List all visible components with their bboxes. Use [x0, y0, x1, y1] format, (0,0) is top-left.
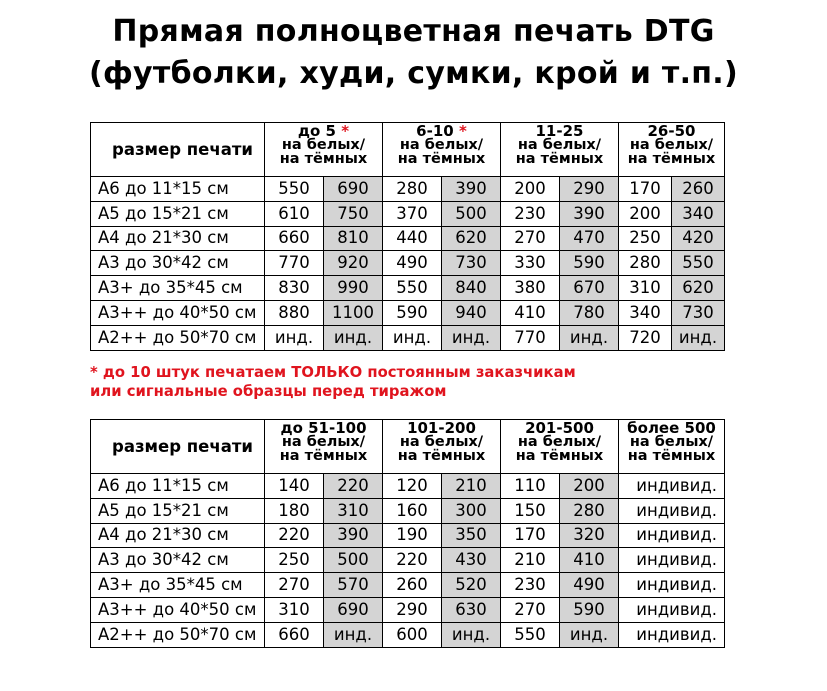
light-fabric-label: на белых/ — [281, 137, 366, 153]
print-size-cell: А2++ до 50*70 см — [91, 622, 265, 647]
price-light-cell: 550 — [383, 276, 442, 301]
price-light-cell: 170 — [501, 523, 560, 548]
price-dark-cell: 470 — [560, 226, 619, 251]
qty-label: 26-50 — [647, 122, 696, 140]
light-fabric-label: на белых/ — [629, 137, 714, 153]
price-light-cell: 270 — [501, 226, 560, 251]
table-header-row — [91, 123, 725, 177]
price-light-cell: 230 — [501, 201, 560, 226]
table-row — [91, 251, 725, 276]
asterisk-mark: * — [341, 122, 350, 140]
price-dark-cell: 350 — [442, 523, 501, 548]
print-size-cell: А3 до 30*42 см — [91, 251, 265, 276]
table-row — [91, 498, 725, 523]
price-light-cell: 660 — [265, 226, 324, 251]
print-size-cell: А3+ до 35*45 см — [91, 276, 265, 301]
dark-fabric-label: на тёмных — [279, 150, 368, 167]
price-dark-cell: 690 — [324, 177, 383, 202]
qty-column-header — [265, 123, 383, 177]
price-dark-cell: 570 — [324, 573, 383, 598]
dark-fabric-label: на тёмных — [397, 447, 486, 464]
price-dark-cell: 590 — [560, 597, 619, 622]
price-individual-cell: индивид. — [619, 597, 725, 622]
light-fabric-label: на белых/ — [629, 434, 714, 450]
light-fabric-label: на белых/ — [399, 137, 484, 153]
price-light-cell: 310 — [265, 597, 324, 622]
qty-label: до 51-100 — [280, 419, 367, 437]
price-light-cell: 160 — [383, 498, 442, 523]
table-row — [91, 597, 725, 622]
qty-column-header — [619, 420, 725, 474]
price-light-cell: 280 — [383, 177, 442, 202]
print-size-cell: А3+ до 35*45 см — [91, 573, 265, 598]
price-light-cell: 200 — [619, 201, 672, 226]
qty-column-header — [383, 420, 501, 474]
light-fabric-label: на белых/ — [399, 434, 484, 450]
light-fabric-label: на белых/ — [281, 434, 366, 450]
page-title: Прямая полноцветная печать DTG — [112, 14, 715, 49]
qty-label: до 5 — [297, 122, 336, 140]
price-dark-cell: 730 — [672, 300, 725, 325]
price-light-cell: 260 — [383, 573, 442, 598]
print-size-cell: А3++ до 40*50 см — [91, 597, 265, 622]
price-light-cell: 170 — [619, 177, 672, 202]
price-light-cell: 250 — [265, 548, 324, 573]
table-row — [91, 474, 725, 499]
table-row — [91, 622, 725, 647]
price-dark-cell: инд. — [560, 622, 619, 647]
table-row — [91, 548, 725, 573]
price-individual-cell: индивид. — [619, 622, 725, 647]
table-row — [91, 573, 725, 598]
price-light-cell: 660 — [265, 622, 324, 647]
price-light-cell: 220 — [383, 548, 442, 573]
price-dark-cell: 310 — [324, 498, 383, 523]
price-dark-cell: 840 — [442, 276, 501, 301]
price-light-cell: 340 — [619, 300, 672, 325]
price-dark-cell: 500 — [442, 201, 501, 226]
price-light-cell: 550 — [501, 622, 560, 647]
table-row — [91, 201, 725, 226]
price-light-cell: 270 — [265, 573, 324, 598]
price-dark-cell: 280 — [560, 498, 619, 523]
print-size-cell: А2++ до 50*70 см — [91, 325, 265, 350]
price-dark-cell: инд. — [560, 325, 619, 350]
qty-column-header — [383, 123, 501, 177]
table-row — [91, 300, 725, 325]
price-dark-cell: 220 — [324, 474, 383, 499]
qty-label: 11-25 — [535, 122, 584, 140]
price-individual-cell: индивид. — [619, 523, 725, 548]
footnote-line: или сигнальные образцы перед тиражом — [90, 383, 447, 400]
table-body — [91, 474, 725, 648]
price-table-large-runs — [90, 419, 725, 648]
dark-fabric-label: на тёмных — [397, 150, 486, 167]
price-light-cell: 600 — [383, 622, 442, 647]
price-dark-cell: 390 — [560, 201, 619, 226]
table-row — [91, 276, 725, 301]
qty-column-header — [265, 420, 383, 474]
price-dark-cell: 1100 — [324, 300, 383, 325]
price-light-cell: 410 — [501, 300, 560, 325]
price-dark-cell: 260 — [672, 177, 725, 202]
light-fabric-label: на белых/ — [517, 137, 602, 153]
asterisk-mark: * — [458, 122, 467, 140]
price-individual-cell: индивид. — [619, 573, 725, 598]
table-row — [91, 226, 725, 251]
price-dark-cell: 550 — [672, 251, 725, 276]
price-light-cell: 590 — [383, 300, 442, 325]
price-dark-cell: 320 — [560, 523, 619, 548]
price-dark-cell: 810 — [324, 226, 383, 251]
price-dark-cell: 200 — [560, 474, 619, 499]
print-size-cell: А3++ до 40*50 см — [91, 300, 265, 325]
page-subtitle: (футболки, худи, сумки, крой и т.п.) — [88, 56, 739, 91]
price-dark-cell: 630 — [442, 597, 501, 622]
table-row — [91, 523, 725, 548]
dark-fabric-label: на тёмных — [515, 150, 604, 167]
print-size-cell: А4 до 21*30 см — [91, 523, 265, 548]
price-light-cell: инд. — [265, 325, 324, 350]
price-light-cell: инд. — [383, 325, 442, 350]
price-table-small-runs — [90, 122, 725, 351]
print-size-cell: А5 до 15*21 см — [91, 201, 265, 226]
price-dark-cell: 620 — [672, 276, 725, 301]
price-light-cell: 230 — [501, 573, 560, 598]
table-header-row — [91, 420, 725, 474]
dark-fabric-label: на тёмных — [515, 447, 604, 464]
price-dark-cell: 780 — [560, 300, 619, 325]
price-light-cell: 610 — [265, 201, 324, 226]
price-dark-cell: 420 — [672, 226, 725, 251]
price-light-cell: 290 — [383, 597, 442, 622]
price-light-cell: 200 — [501, 177, 560, 202]
price-dark-cell: инд. — [324, 622, 383, 647]
price-dark-cell: 990 — [324, 276, 383, 301]
price-light-cell: 380 — [501, 276, 560, 301]
qty-label: более 500 — [627, 419, 716, 437]
table-row — [91, 177, 725, 202]
price-light-cell: 140 — [265, 474, 324, 499]
footnote — [90, 363, 576, 401]
qty-label: 101-200 — [407, 419, 476, 437]
price-dark-cell: 390 — [324, 523, 383, 548]
print-size-cell: А6 до 11*15 см — [91, 177, 265, 202]
footnote-line: * до 10 штук печатаем ТОЛЬКО постоянным заказчикам — [90, 364, 576, 381]
dark-fabric-label: на тёмных — [279, 447, 368, 464]
price-dark-cell: 490 — [560, 573, 619, 598]
light-fabric-label: на белых/ — [517, 434, 602, 450]
qty-column-header — [619, 123, 725, 177]
qty-column-header — [501, 123, 619, 177]
price-dark-cell: 690 — [324, 597, 383, 622]
price-light-cell: 150 — [501, 498, 560, 523]
table-row — [91, 325, 725, 350]
print-size-cell: А5 до 15*21 см — [91, 498, 265, 523]
price-dark-cell: 940 — [442, 300, 501, 325]
price-dark-cell: 920 — [324, 251, 383, 276]
price-dark-cell: 590 — [560, 251, 619, 276]
price-dark-cell: 500 — [324, 548, 383, 573]
qty-label: 201-500 — [525, 419, 594, 437]
price-dark-cell: 620 — [442, 226, 501, 251]
price-dark-cell: 300 — [442, 498, 501, 523]
price-dark-cell: 730 — [442, 251, 501, 276]
price-light-cell: 250 — [619, 226, 672, 251]
price-light-cell: 770 — [265, 251, 324, 276]
price-light-cell: 310 — [619, 276, 672, 301]
price-dark-cell: 430 — [442, 548, 501, 573]
print-size-cell: А3 до 30*42 см — [91, 548, 265, 573]
size-column-header: размер печати — [91, 123, 265, 177]
price-light-cell: 270 — [501, 597, 560, 622]
price-dark-cell: 750 — [324, 201, 383, 226]
price-dark-cell: 290 — [560, 177, 619, 202]
price-light-cell: 770 — [501, 325, 560, 350]
table-body — [91, 177, 725, 351]
price-light-cell: 180 — [265, 498, 324, 523]
price-individual-cell: индивид. — [619, 498, 725, 523]
dark-fabric-label: на тёмных — [627, 447, 716, 464]
qty-label: 6-10 — [416, 122, 454, 140]
print-size-cell: А6 до 11*15 см — [91, 474, 265, 499]
price-dark-cell: 210 — [442, 474, 501, 499]
price-light-cell: 280 — [619, 251, 672, 276]
price-light-cell: 440 — [383, 226, 442, 251]
qty-column-header — [501, 420, 619, 474]
price-individual-cell: индивид. — [619, 474, 725, 499]
price-light-cell: 880 — [265, 300, 324, 325]
price-light-cell: 220 — [265, 523, 324, 548]
price-light-cell: 330 — [501, 251, 560, 276]
price-individual-cell: индивид. — [619, 548, 725, 573]
price-dark-cell: инд. — [442, 622, 501, 647]
price-dark-cell: 410 — [560, 548, 619, 573]
price-dark-cell: инд. — [442, 325, 501, 350]
price-light-cell: 110 — [501, 474, 560, 499]
price-light-cell: 120 — [383, 474, 442, 499]
price-dark-cell: инд. — [672, 325, 725, 350]
price-light-cell: 210 — [501, 548, 560, 573]
price-light-cell: 720 — [619, 325, 672, 350]
print-size-cell: А4 до 21*30 см — [91, 226, 265, 251]
price-light-cell: 490 — [383, 251, 442, 276]
price-light-cell: 190 — [383, 523, 442, 548]
price-dark-cell: 670 — [560, 276, 619, 301]
price-dark-cell: 390 — [442, 177, 501, 202]
price-dark-cell: 520 — [442, 573, 501, 598]
price-dark-cell: инд. — [324, 325, 383, 350]
price-light-cell: 550 — [265, 177, 324, 202]
price-light-cell: 370 — [383, 201, 442, 226]
dark-fabric-label: на тёмных — [627, 150, 716, 167]
size-column-header: размер печати — [91, 420, 265, 474]
price-dark-cell: 340 — [672, 201, 725, 226]
price-light-cell: 830 — [265, 276, 324, 301]
